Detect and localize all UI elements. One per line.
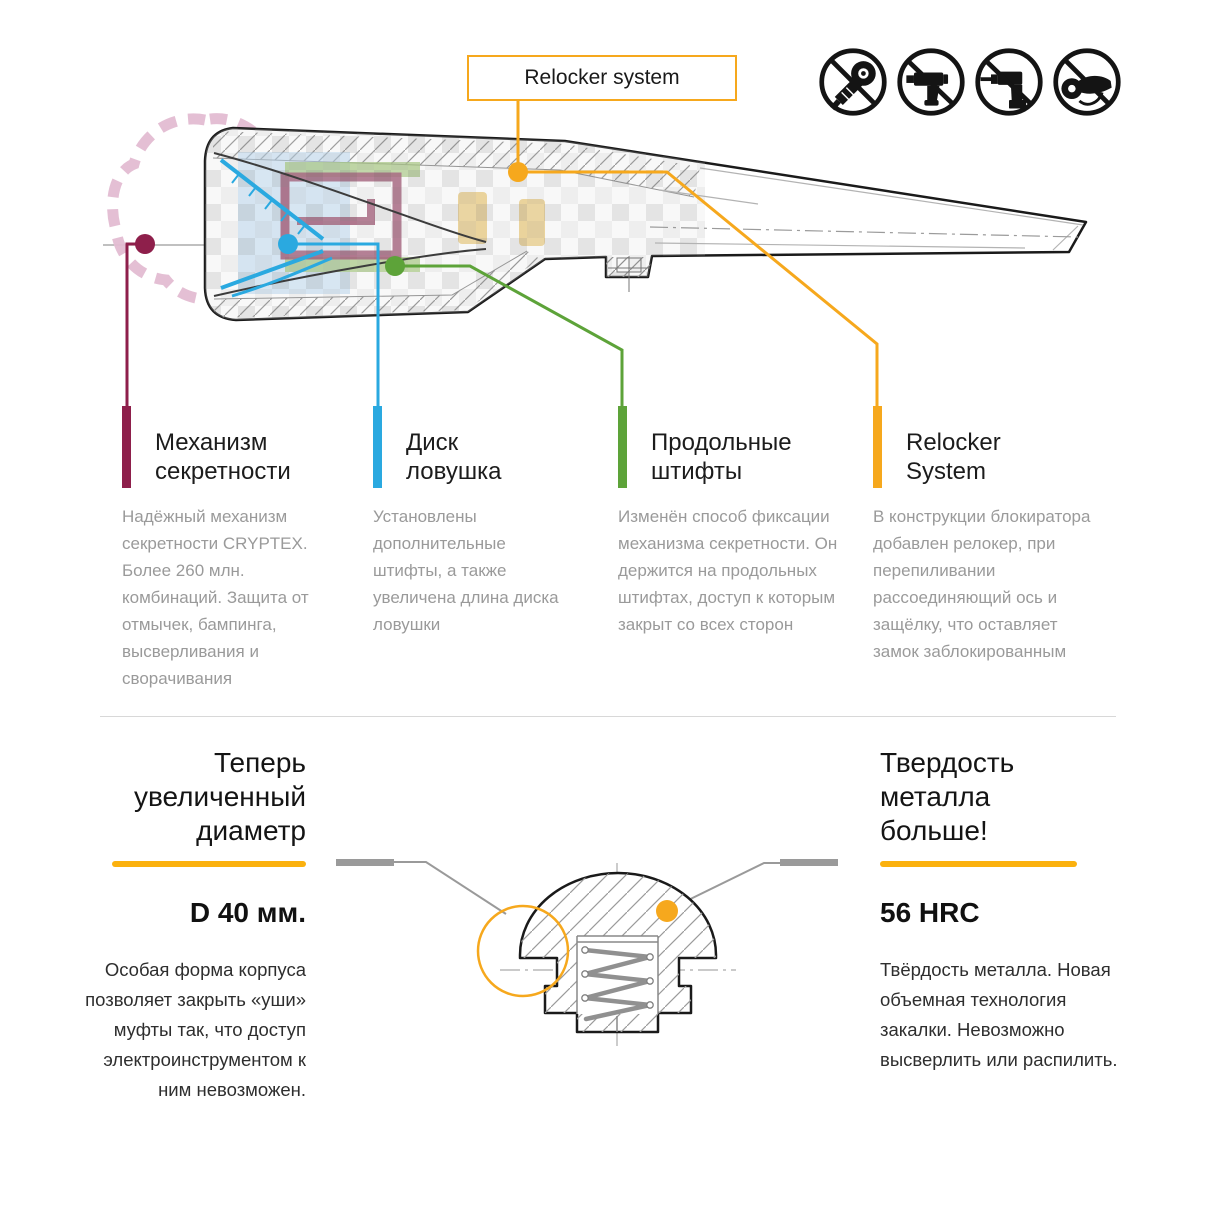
pins-callout-dot <box>385 256 405 276</box>
no-angle-grinder-icon <box>1051 46 1123 118</box>
feature-column-secrecy-mechanism <box>122 406 330 692</box>
feature-column-disc-trap <box>373 406 573 638</box>
relocker-system-label-box <box>467 55 737 101</box>
diameter-feature-block <box>66 746 306 1105</box>
column-body: В конструкции блокиратора добавлен релокер, при перепиливании рассоединяющий ось и защёлку, что оставляет замок заблокированным <box>873 507 1091 661</box>
column-body: Надёжный механизм секретности CRYPTEX. Более 260 млн. комбинаций. Защита от отмычек, бампинга, высверливания и сворачивания <box>122 507 309 688</box>
column-body: Установлены дополнительные штифты, а также увеличена длина диска ловушки <box>373 507 559 634</box>
title-line: ловушка <box>406 458 502 485</box>
title-line: System <box>906 458 987 485</box>
relocker-system-label: Relocker system <box>524 66 680 89</box>
diameter-heading <box>66 746 306 848</box>
title-line: штифты <box>651 458 743 485</box>
leader-bar-right <box>780 859 838 866</box>
secrecy-callout-dot <box>135 234 155 254</box>
column-title <box>651 428 846 486</box>
column-body: Изменён способ фиксации механизма секретности. Он держится на продольных штифтах, доступ к которым закрыт со всех сторон <box>618 507 838 634</box>
pixelated-mechanism-overlay <box>205 127 705 323</box>
yellow-underline <box>112 861 306 867</box>
no-die-grinder-icon <box>817 46 889 118</box>
title-line: Продольные <box>651 429 792 456</box>
column-title <box>406 428 573 486</box>
title-line: Диск <box>406 429 459 456</box>
title-line: секретности <box>155 458 291 485</box>
hardness-heading <box>880 746 1130 848</box>
dome-highlight-dot <box>656 900 678 922</box>
title-line: Механизм <box>155 429 268 456</box>
diameter-description: Особая форма корпуса позволяет закрыть «уши» муфты так, что доступ электроинструментом к ним невозможен. <box>85 959 306 1100</box>
heading-line: металла <box>880 781 991 812</box>
column-title <box>906 428 1105 486</box>
diameter-value: D 40 мм. <box>189 897 306 928</box>
no-hammer-drill-icon <box>973 46 1045 118</box>
leader-bar-left <box>336 859 394 866</box>
heading-line: увеличенный <box>133 781 306 812</box>
heading-line: больше! <box>880 815 988 846</box>
hardness-feature-block <box>880 746 1130 1075</box>
column-title <box>155 428 330 486</box>
no-drill-icon <box>895 46 967 118</box>
hardness-description: Твёрдость металла. Новая объемная технология закалки. Невозможно высверлить или распилить. <box>880 959 1118 1070</box>
disc-trap-callout-dot <box>278 234 298 254</box>
title-line: Relocker <box>906 429 1001 456</box>
feature-column-longitudinal-pins <box>618 406 846 638</box>
rivet-cross-section-diagram <box>330 845 850 1080</box>
heading-line: Теперь <box>214 747 306 778</box>
yellow-underline <box>880 861 1077 867</box>
feature-column-relocker-system <box>873 406 1105 665</box>
relocker-callout-dot <box>508 162 528 182</box>
heading-line: Твердость <box>880 747 1015 778</box>
heading-line: диаметр <box>196 815 306 846</box>
section-divider <box>100 716 1116 717</box>
prohibition-icons-row <box>817 46 1123 118</box>
leader-line-left <box>394 862 506 914</box>
hardness-value: 56 HRC <box>880 897 980 928</box>
